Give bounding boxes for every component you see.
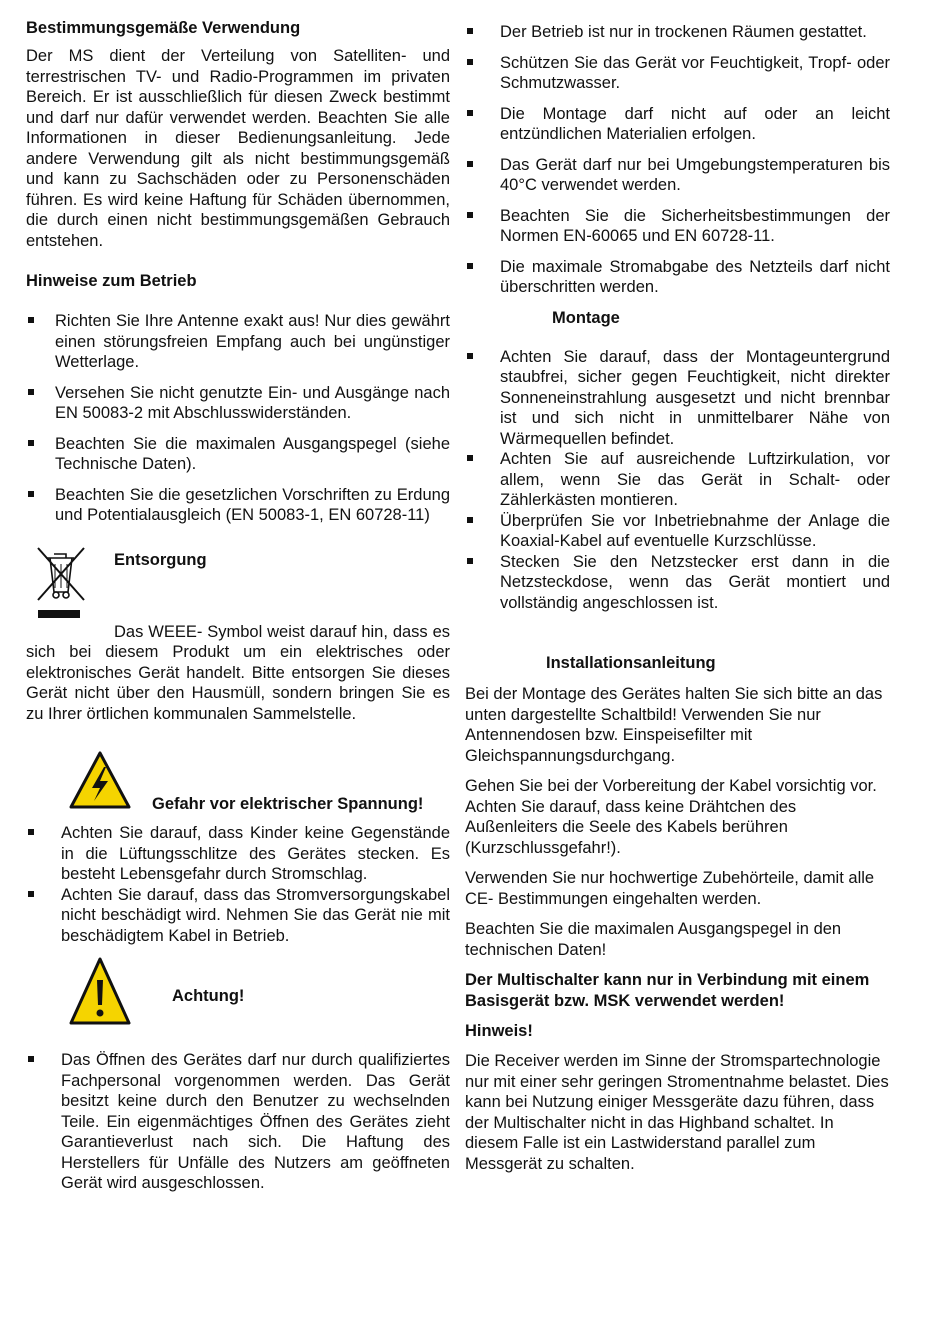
intended-use-text: Der MS dient der Verteilung von Satelliten- und terrestrischen TV- und Radio-Programmen im privaten Bereich. Er ist ausschließlich für diesen Zweck bestimmt und darf nur dafür verwendet werden. Beachten Sie alle Informationen in dieser Bedienungsanleitung. Jede andere Verwendung gilt als nicht bestimmungsgemäß und kann zu Sachschäden oder zu Personenschäden führen. Es wird keine Haftung für Schäden übernommen, die durch einen nicht bestimmungsgemäßen Gebrauch entstehen. — [26, 47, 450, 250]
heading-disposal: Entsorgung — [114, 550, 207, 569]
note-text: Die Receiver werden im Sinne der Stromspartechnologie nur mit einer sehr geringen Stromentnahme belastet. Dies kann bei Nutzung einiger Messgeräte dazu führen, dass der Multischalter nicht in das Highband schaltet. In diesem Falle ist ein Lastwiderstand parallel zum Messgerät zu schalten. — [465, 1052, 889, 1173]
list-item: Beachten Sie die Sicherheitsbestimmungen der Normen EN-60065 und EN 60728-11. — [465, 206, 890, 247]
list-item: Die Montage darf nicht auf oder an leicht entzündlichen Materialien erfolgen. — [465, 104, 890, 145]
list-item: Das Öffnen des Gerätes darf nur durch qualifiziertes Fachpersonal vorgenommen werden. Das Gerät besitzt keine durch den Benutzer zu wechselnden Teile. Ein eigenmächtiges Öffnen des Gerätes zieht Garantieverlust nach sich. Die Haftung des Herstellers für Unfälle des Nutzers am geöffneten Gerät wird ausgeschlossen. — [26, 1050, 450, 1194]
list-item: Versehen Sie nicht genutzte Ein- und Ausgänge nach EN 50083-2 mit Abschlusswiderständen. — [26, 383, 450, 424]
left-column — [26, 18, 450, 1194]
heading-electric-hazard: Gefahr vor elektrischer Spannung! — [152, 795, 424, 813]
list-item: Das Gerät darf nur bei Umgebungstemperaturen bis 40°C verwendet werden. — [465, 155, 890, 196]
caution-list — [26, 1050, 450, 1194]
disposal-header — [26, 544, 450, 624]
high-voltage-warning-icon — [68, 750, 132, 810]
electric-hazard-list — [26, 823, 450, 946]
caution-header — [26, 956, 450, 1028]
installation-text-1: Bei der Montage des Gerätes halten Sie sich bitte an das unten dargestellte Schaltbild! Verwenden Sie nur Antennendosen bzw. Einspeisefilter mit Gleichspannungsdurchgang. — [465, 685, 883, 765]
list-item: Stecken Sie den Netzstecker erst dann in die Netzsteckdose, wenn das Gerät montiert und vollständig angeschlossen ist. — [465, 552, 890, 614]
list-item: Der Betrieb ist nur in trockenen Räumen gestattet. — [465, 22, 890, 43]
operation-notes-continued-list — [465, 22, 890, 298]
disposal-text: Das WEEE- Symbol weist darauf hin, dass es sich bei diesem Produkt um ein elektrisches oder elektronisches Gerät handelt. Bitte entsorgen Sie dieses Gerät nicht über den Hausmüll, sondern bringen Sie es zu Ihrer örtlichen kommunalen Sammelstelle. — [26, 622, 450, 723]
caution-warning-icon — [68, 956, 132, 1026]
electric-hazard-header — [26, 750, 450, 824]
list-item: Achten Sie darauf, dass das Stromversorgungskabel nicht beschädigt wird. Nehmen Sie das Gerät nie mit beschädigtem Kabel in Betrieb. — [26, 885, 450, 947]
right-column — [465, 22, 890, 1174]
installation-text-2: Gehen Sie bei der Vorbereitung der Kabel vorsichtig vor. Achten Sie darauf, dass keine Drähtchen des Außenleiters die Seele des Kabels berühren (Kurzschlussgefahr!). — [465, 777, 877, 857]
heading-installation: Installationsanleitung — [546, 654, 716, 672]
list-item: Die maximale Stromabgabe des Netzteils darf nicht überschritten werden. — [465, 257, 890, 298]
list-item: Achten Sie darauf, dass der Montageuntergrund staubfrei, sicher gegen Feuchtigkeit, nicht direkter Sonneneinstrahlung ausgesetzt und nicht brennbar ist und sich nicht in unmittelbarer Nähe von Wärmequellen befindet. — [465, 347, 890, 450]
mounting-list — [465, 347, 890, 614]
list-item: Schützen Sie das Gerät vor Feuchtigkeit, Tropf- oder Schmutzwasser. — [465, 53, 890, 94]
weee-bin-icon — [34, 544, 90, 622]
list-item: Beachten Sie die maximalen Ausgangspegel (siehe Technische Daten). — [26, 434, 450, 475]
list-item: Überprüfen Sie vor Inbetriebnahme der Anlage die Koaxial-Kabel auf eventuelle Kurzschlüsse. — [465, 511, 890, 552]
list-item: Achten Sie auf ausreichende Luftzirkulation, vor allem, wenn Sie das Gerät in Schalt- oder Zählerkästen montieren. — [465, 449, 890, 511]
operation-notes-list — [26, 311, 450, 526]
heading-operation-notes: Hinweise zum Betrieb — [26, 272, 197, 290]
list-item: Richten Sie Ihre Antenne exakt aus! Nur dies gewährt einen störungsfreien Empfang auch bei ungünstiger Wetterlage. — [26, 311, 450, 373]
installation-text-3: Verwenden Sie nur hochwertige Zubehörteile, damit alle CE- Bestimmungen eingehalten werden. — [465, 869, 875, 908]
heading-note: Hinweis! — [465, 1022, 533, 1040]
heading-caution: Achtung! — [172, 987, 245, 1005]
list-item: Beachten Sie die gesetzlichen Vorschriften zu Erdung und Potentialausgleich (EN 50083-1, EN 60728-11) — [26, 485, 450, 526]
heading-mounting: Montage — [552, 308, 620, 327]
list-item: Achten Sie darauf, dass Kinder keine Gegenstände in die Lüftungsschlitze des Gerätes stecken. Es besteht Lebensgefahr durch Stromschlag. — [26, 823, 450, 885]
heading-intended-use: Bestimmungsgemäße Verwendung — [26, 19, 301, 37]
multiswitch-notice: Der Multischalter kann nur in Verbindung mit einem Basisgerät bzw. MSK verwendet werden! — [465, 971, 870, 1010]
installation-text-4: Beachten Sie die maximalen Ausgangspegel in den technischen Daten! — [465, 920, 842, 959]
